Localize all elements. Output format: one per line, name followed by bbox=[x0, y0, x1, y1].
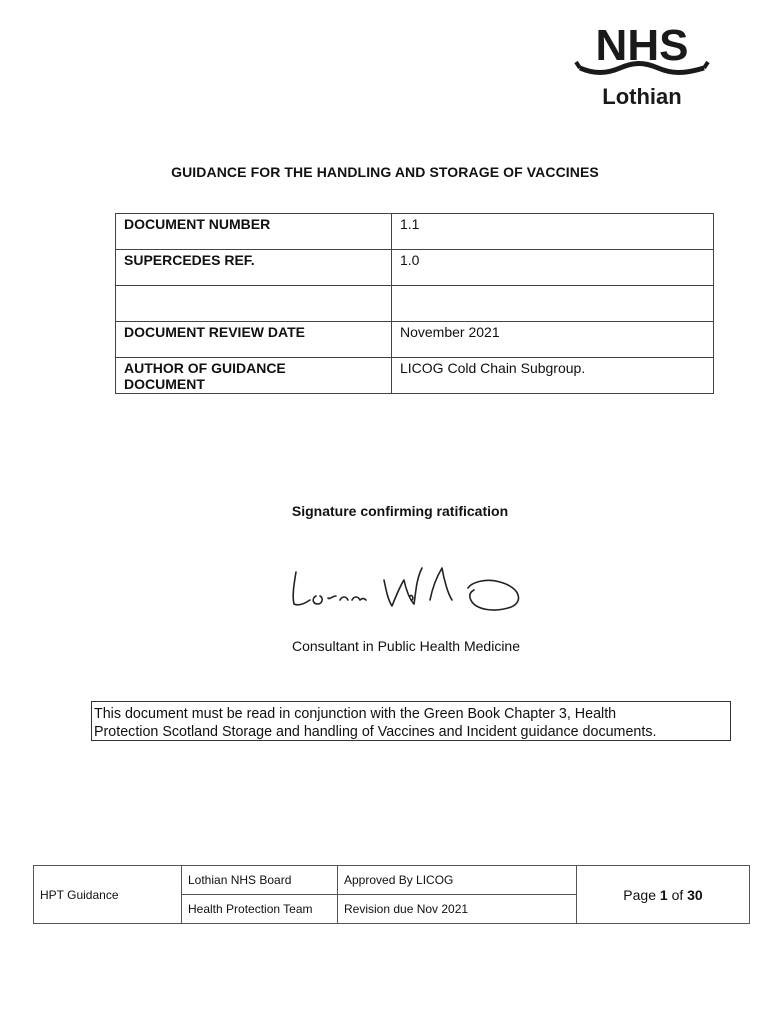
meta-label: DOCUMENT NUMBER bbox=[116, 214, 392, 250]
meta-value: LICOG Cold Chain Subgroup. bbox=[392, 358, 714, 394]
nhs-lothian-logo bbox=[572, 22, 712, 112]
footer-board: Lothian NHS Board bbox=[182, 866, 338, 895]
footer-doc-type: HPT Guidance bbox=[34, 866, 182, 924]
meta-value: 1.0 bbox=[392, 250, 714, 286]
footer-approved: Approved By LICOG bbox=[338, 866, 577, 895]
meta-value: November 2021 bbox=[392, 322, 714, 358]
page-footer bbox=[33, 865, 750, 924]
meta-label bbox=[116, 286, 392, 322]
table-row bbox=[116, 250, 714, 286]
signatory-role: Consultant in Public Health Medicine bbox=[291, 638, 520, 654]
notice-line: This document must be read in conjunction with the Green Book Chapter 3, Health bbox=[94, 706, 617, 722]
meta-label: AUTHOR OF GUIDANCE DOCUMENT bbox=[116, 358, 392, 394]
handwritten-signature bbox=[282, 560, 532, 622]
footer-team: Health Protection Team bbox=[182, 895, 338, 924]
meta-value bbox=[392, 286, 714, 322]
table-row bbox=[116, 286, 714, 322]
notice-line: Protection Scotland Storage and handling of Vaccines and Incident guidance documents. bbox=[94, 724, 657, 740]
page-number: Page 1 of 30 bbox=[577, 866, 750, 924]
table-row bbox=[116, 322, 714, 358]
reading-notice bbox=[91, 701, 731, 741]
table-row bbox=[116, 214, 714, 250]
signature-heading: Signature confirming ratification bbox=[291, 503, 509, 519]
table-row bbox=[116, 358, 714, 394]
document-title: GUIDANCE FOR THE HANDLING AND STORAGE OF VACCINES bbox=[171, 164, 599, 180]
document-meta-table bbox=[115, 213, 714, 394]
meta-value: 1.1 bbox=[392, 214, 714, 250]
meta-label: SUPERCEDES REF. bbox=[116, 250, 392, 286]
meta-label: DOCUMENT REVIEW DATE bbox=[116, 322, 392, 358]
footer-revision: Revision due Nov 2021 bbox=[338, 895, 577, 924]
nhs-logo-wordmark: NHS bbox=[595, 22, 689, 70]
logo-region: Lothian bbox=[602, 84, 682, 109]
table-row bbox=[34, 866, 750, 895]
